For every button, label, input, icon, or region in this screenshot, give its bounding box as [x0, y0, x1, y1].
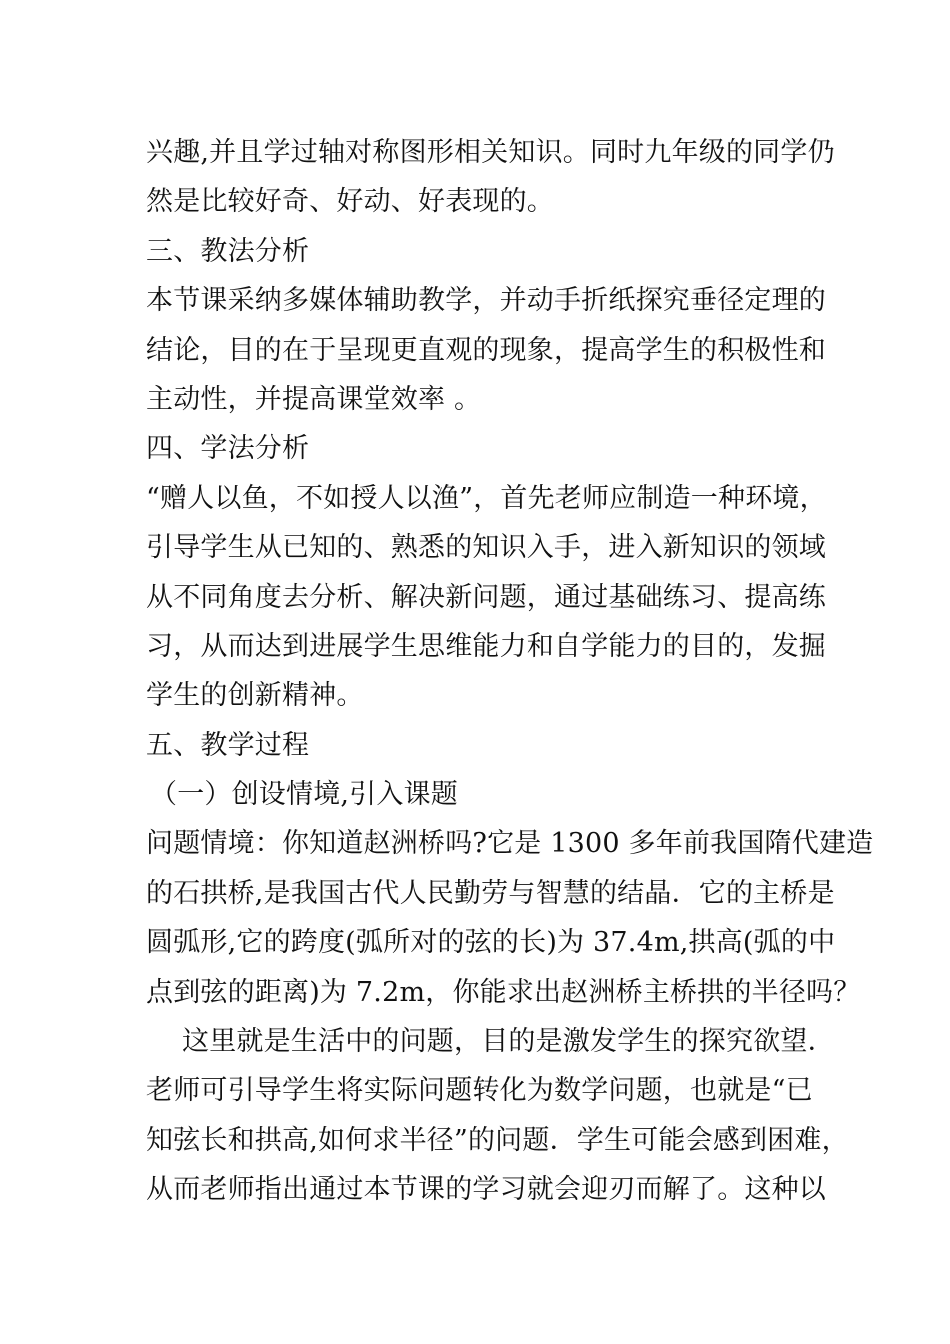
text-line: 问题情境：你知道赵洲桥吗?它是 1300 多年前我国隋代建造	[146, 828, 874, 860]
text-line: “赠人以鱼，不如授人以渔”，首先老师应制造一种环境，	[146, 482, 827, 514]
text-line: 然是比较好奇、好动、好表现的。	[146, 186, 554, 218]
text-line: 这里就是生活中的问题，目的是激发学生的探究欲望．	[182, 1026, 835, 1058]
text-line: 点到弦的距离)为 7.2m，你能求出赵洲桥主桥拱的半径吗？	[146, 976, 861, 1008]
text-line: 结论，目的在于呈现更直观的现象，提高学生的积极性和	[146, 334, 826, 366]
section-heading: 五、教学过程	[146, 729, 310, 761]
text-line: 学生的创新精神。	[146, 680, 364, 712]
text-line: 从不同角度去分析、解决新问题，通过基础练习、提高练	[146, 581, 826, 613]
text-line: 知弦长和拱高,如何求半径”的问题．学生可能会感到困难，	[146, 1124, 849, 1156]
section-heading: 三、教法分析	[146, 235, 310, 267]
document-body	[146, 128, 874, 1215]
section-heading: 四、学法分析	[146, 433, 310, 465]
text-line: 主动性，并提高课堂效率 。	[146, 383, 482, 415]
text-line: 兴趣,并且学过轴对称图形相关知识。同时九年级的同学仍	[146, 137, 835, 168]
subsection-heading: （一）创设情境,引入课题	[150, 779, 458, 811]
text-line: 老师可引导学生将实际问题转化为数学问题，也就是“已	[146, 1075, 813, 1107]
text-line: 引导学生从已知的、熟悉的知识入手，进入新知识的领域	[146, 532, 826, 564]
text-line: 圆弧形,它的跨度(弧所对的弦的长)为 37.4m,拱高(弧的中	[146, 927, 836, 959]
text-line: 的石拱桥,是我国古代人民勤劳与智慧的结晶．它的主桥是	[146, 877, 835, 909]
text-line: 习，从而达到进展学生思维能力和自学能力的目的，发掘	[146, 630, 826, 662]
text-line: 本节课采纳多媒体辅助教学，并动手折纸探究垂径定理的	[146, 285, 826, 317]
text-line: 从而老师指出通过本节课的学习就会迎刃而解了。这种以	[146, 1174, 826, 1206]
